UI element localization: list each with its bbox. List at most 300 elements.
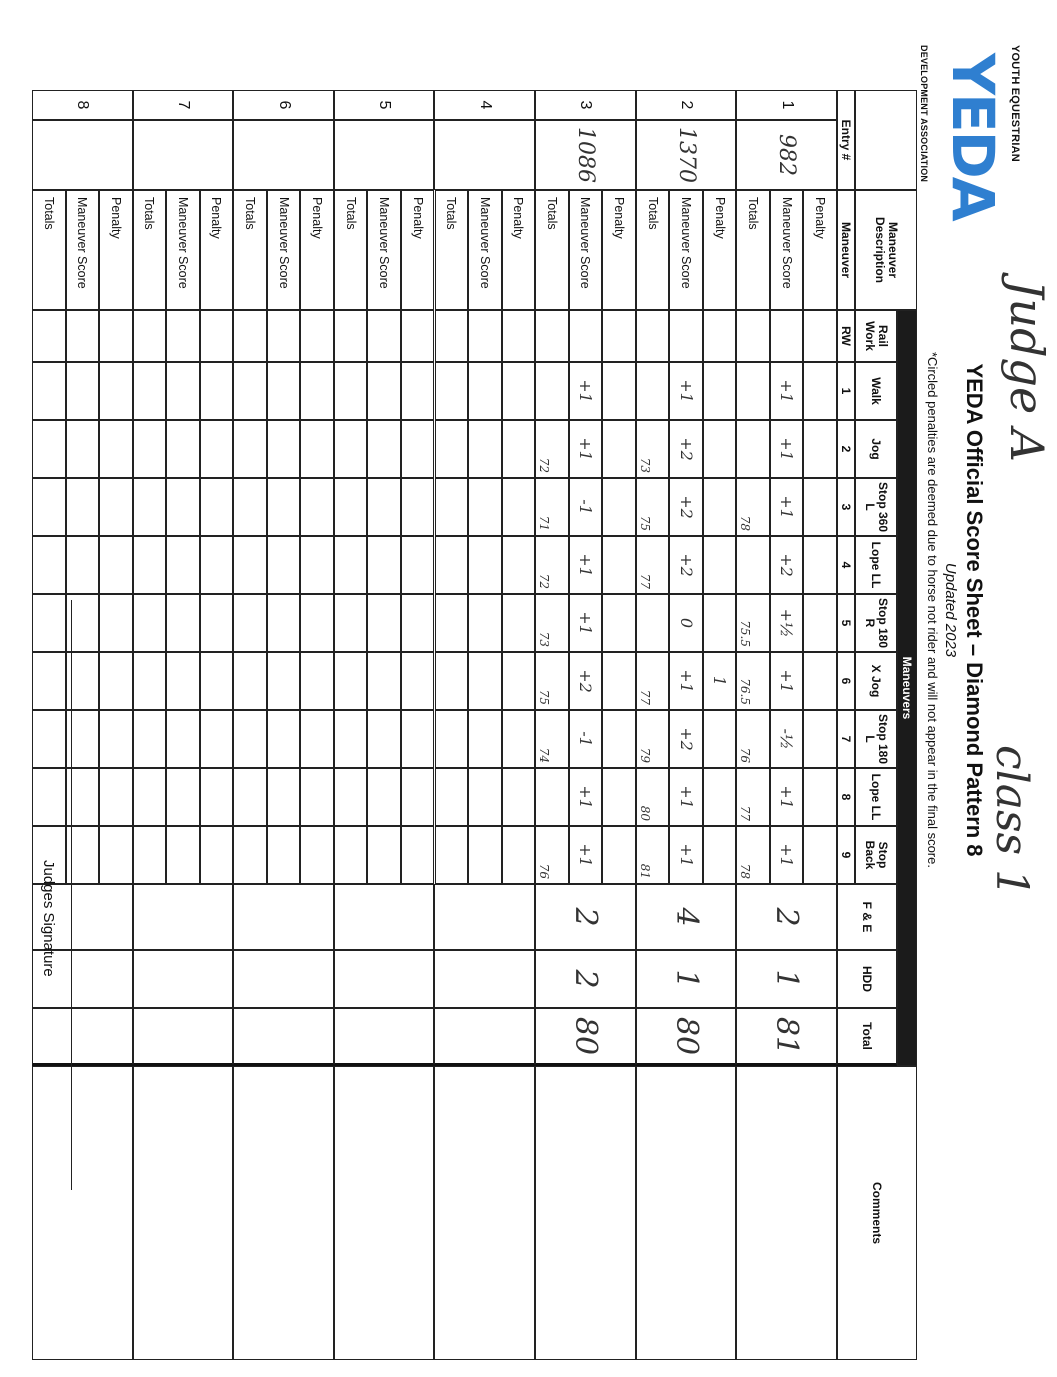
maneuver-score-cell — [66, 362, 100, 420]
maneuver-score-cell — [166, 420, 200, 478]
fe-score — [334, 884, 435, 950]
maneuver-score-cell — [267, 536, 301, 594]
row-label: Maneuver Score — [669, 190, 703, 310]
comments-header: Comments — [837, 1066, 917, 1360]
penalty-cell — [502, 768, 536, 826]
entry-number — [32, 120, 133, 190]
total-cell: 73 — [535, 594, 569, 652]
maneuver-score-cell — [66, 420, 100, 478]
rail-work-cell — [703, 310, 737, 362]
fe-score — [233, 884, 334, 950]
total-cell — [334, 478, 368, 536]
maneuver-score-cell — [367, 710, 401, 768]
penalty-cell — [99, 826, 133, 884]
penalty-cell — [300, 710, 334, 768]
total-cell — [233, 420, 267, 478]
penalty-cell — [401, 362, 435, 420]
penalty-cell — [703, 478, 737, 536]
penalty-cell — [99, 420, 133, 478]
entry-number — [435, 120, 536, 190]
penalty-cell — [502, 594, 536, 652]
maneuver-score-cell: +1 — [669, 768, 703, 826]
comments-cell — [233, 1066, 334, 1360]
final-total: 80 — [636, 1008, 737, 1066]
comments-cell — [736, 1066, 837, 1360]
penalty-cell — [602, 594, 636, 652]
penalty-cell — [803, 420, 837, 478]
penalty-cell — [703, 362, 737, 420]
hdd-header: HDD — [837, 950, 897, 1008]
maneuver-score-cell: +2 — [569, 652, 603, 710]
blank-header — [855, 90, 917, 190]
maneuver-header-4: Lope LL — [855, 536, 897, 594]
penalty-cell — [200, 768, 234, 826]
entry-number — [133, 120, 234, 190]
row-label: Penalty — [401, 190, 435, 310]
maneuver-score-cell: +2 — [669, 420, 703, 478]
penalty-cell — [502, 478, 536, 536]
total-cell: 75.5 — [736, 594, 770, 652]
rail-work-cell — [32, 310, 66, 362]
penalty-cell — [703, 826, 737, 884]
final-total: 80 — [535, 1008, 636, 1066]
penalty-cell — [401, 478, 435, 536]
row-label: Totals — [133, 190, 167, 310]
total-cell — [133, 594, 167, 652]
maneuver-header-5: Stop 180 R — [855, 594, 897, 652]
total-header: Total — [837, 1008, 897, 1066]
maneuver-score-cell — [468, 594, 502, 652]
maneuver-number-6: 6 — [837, 652, 855, 710]
maneuver-score-cell: +2 — [770, 536, 804, 594]
maneuver-number-5: 5 — [837, 594, 855, 652]
score-grid — [32, 90, 917, 1360]
maneuver-score-cell — [367, 478, 401, 536]
penalty-cell — [602, 362, 636, 420]
total-cell — [32, 362, 66, 420]
row-label: Maneuver Score — [569, 190, 603, 310]
maneuver-score-cell — [468, 420, 502, 478]
penalty-cell — [703, 594, 737, 652]
maneuver-header-7: Stop 180 L — [855, 710, 897, 768]
maneuver-score-cell: +1 — [669, 652, 703, 710]
maneuver-score-cell: 0 — [669, 594, 703, 652]
final-total — [435, 1008, 536, 1066]
entry-number: 1370 — [636, 120, 737, 190]
entry-number: 1086 — [535, 120, 636, 190]
rail-work-cell — [535, 310, 569, 362]
penalty-cell — [602, 420, 636, 478]
maneuver-score-cell: +1 — [569, 826, 603, 884]
maneuver-score-cell: +½ — [770, 594, 804, 652]
maneuver-score-cell — [166, 768, 200, 826]
total-cell — [32, 536, 66, 594]
penalty-cell — [99, 594, 133, 652]
total-cell — [435, 362, 469, 420]
entry-number: 982 — [736, 120, 837, 190]
penalty-cell — [200, 478, 234, 536]
maneuver-number-2: 2 — [837, 420, 855, 478]
rail-work-cell — [166, 310, 200, 362]
total-cell — [32, 768, 66, 826]
total-cell: 71 — [535, 478, 569, 536]
maneuver-score-cell — [267, 710, 301, 768]
row-label: Maneuver Score — [66, 190, 100, 310]
rider-number: 2 — [636, 90, 737, 120]
maneuver-score-cell — [367, 362, 401, 420]
row-label: Totals — [636, 190, 670, 310]
penalty-cell — [99, 362, 133, 420]
total-cell: 80 — [636, 768, 670, 826]
penalty-cell — [502, 536, 536, 594]
hdd-score — [133, 950, 234, 1008]
row-label: Totals — [535, 190, 569, 310]
total-cell — [133, 710, 167, 768]
penalty-cell — [803, 594, 837, 652]
hdd-score — [334, 950, 435, 1008]
total-cell: 73 — [636, 420, 670, 478]
total-cell — [535, 362, 569, 420]
row-label: Totals — [435, 190, 469, 310]
total-cell — [233, 594, 267, 652]
logo-wordmark: YEDA — [939, 53, 1007, 220]
rail-work-cell — [770, 310, 804, 362]
total-cell: 75 — [636, 478, 670, 536]
total-cell: 78 — [736, 478, 770, 536]
row-label: Penalty — [300, 190, 334, 310]
total-cell — [133, 536, 167, 594]
maneuver-score-cell: -1 — [569, 710, 603, 768]
penalty-cell — [99, 536, 133, 594]
total-cell: 72 — [535, 420, 569, 478]
maneuver-score-cell — [267, 478, 301, 536]
maneuver-header-9: Stop Back — [855, 826, 897, 884]
total-cell — [133, 362, 167, 420]
penalty-cell — [200, 362, 234, 420]
total-cell — [736, 420, 770, 478]
rail-work-cell — [435, 310, 469, 362]
total-cell — [233, 826, 267, 884]
maneuver-score-cell: +1 — [770, 652, 804, 710]
total-cell — [334, 710, 368, 768]
penalty-cell — [703, 536, 737, 594]
rw-header: RW — [837, 310, 855, 362]
row-label: Totals — [736, 190, 770, 310]
rail-work-cell — [401, 310, 435, 362]
description-header: Maneuver Description — [855, 190, 917, 310]
total-cell — [334, 536, 368, 594]
total-cell — [32, 710, 66, 768]
total-cell — [133, 420, 167, 478]
total-cell — [334, 594, 368, 652]
total-cell — [636, 594, 670, 652]
maneuver-score-cell: +2 — [669, 710, 703, 768]
rider-number: 6 — [233, 90, 334, 120]
total-cell: 81 — [636, 826, 670, 884]
row-label: Penalty — [200, 190, 234, 310]
penalty-cell: 1 — [703, 652, 737, 710]
penalty-cell — [803, 652, 837, 710]
total-cell: 77 — [636, 652, 670, 710]
total-cell — [133, 478, 167, 536]
penalty-cell — [300, 768, 334, 826]
rail-work-cell — [803, 310, 837, 362]
penalty-cell — [502, 826, 536, 884]
row-label: Maneuver Score — [468, 190, 502, 310]
maneuver-score-cell: +1 — [569, 768, 603, 826]
rail-work-cell — [569, 310, 603, 362]
maneuver-score-cell: +1 — [770, 362, 804, 420]
total-cell: 76 — [736, 710, 770, 768]
rail-work-cell — [334, 310, 368, 362]
total-cell — [435, 652, 469, 710]
fe-score: 2 — [535, 884, 636, 950]
rider-number: 8 — [32, 90, 133, 120]
rail-work-cell — [66, 310, 100, 362]
penalty-cell — [300, 362, 334, 420]
row-label: Maneuver Score — [367, 190, 401, 310]
penalty-cell — [300, 652, 334, 710]
rail-work-cell — [300, 310, 334, 362]
maneuver-score-cell — [166, 362, 200, 420]
final-total — [233, 1008, 334, 1066]
total-cell — [334, 362, 368, 420]
maneuver-number-7: 7 — [837, 710, 855, 768]
maneuver-score-cell — [66, 536, 100, 594]
total-cell — [736, 536, 770, 594]
penalty-cell — [803, 826, 837, 884]
comments-cell — [334, 1066, 435, 1360]
penalty-cell — [602, 768, 636, 826]
hdd-score — [435, 950, 536, 1008]
row-label: Penalty — [703, 190, 737, 310]
penalty-cell — [803, 768, 837, 826]
page-subtitle: Updated 2023 — [942, 562, 959, 658]
total-cell — [435, 478, 469, 536]
total-cell — [435, 826, 469, 884]
penalty-cell — [300, 594, 334, 652]
penalty-cell — [99, 710, 133, 768]
comments-cell — [133, 1066, 234, 1360]
maneuver-score-cell — [367, 652, 401, 710]
entry-number — [334, 120, 435, 190]
page-title: YEDA Official Score Sheet – Diamond Pattern 8 — [962, 363, 987, 857]
total-cell: 78 — [736, 826, 770, 884]
penalty-cell — [99, 652, 133, 710]
maneuver-score-cell — [367, 594, 401, 652]
rail-work-cell — [736, 310, 770, 362]
rail-work-cell — [200, 310, 234, 362]
maneuver-score-cell — [468, 478, 502, 536]
maneuver-score-cell — [367, 768, 401, 826]
entry-number — [233, 120, 334, 190]
total-cell — [535, 768, 569, 826]
penalty-cell — [300, 420, 334, 478]
total-cell — [133, 826, 167, 884]
maneuver-header-1: Walk — [855, 362, 897, 420]
maneuver-score-cell: +1 — [569, 536, 603, 594]
maneuver-score-cell: -½ — [770, 710, 804, 768]
handwritten-judge-note: Judge A — [1000, 280, 1054, 463]
maneuver-score-cell: +2 — [669, 478, 703, 536]
hdd-score: 1 — [636, 950, 737, 1008]
maneuver-score-cell — [468, 826, 502, 884]
maneuver-score-cell: +1 — [569, 594, 603, 652]
penalty-cell — [602, 536, 636, 594]
row-label: Maneuver Score — [267, 190, 301, 310]
total-cell — [435, 594, 469, 652]
total-cell: 72 — [535, 536, 569, 594]
total-cell — [435, 710, 469, 768]
total-cell: 77 — [636, 536, 670, 594]
total-cell: 79 — [636, 710, 670, 768]
rider-number: 5 — [334, 90, 435, 120]
penalty-cell — [602, 826, 636, 884]
rail-work-cell — [669, 310, 703, 362]
maneuver-score-cell — [267, 594, 301, 652]
maneuver-number-3: 3 — [837, 478, 855, 536]
maneuver-header-6: X Jog — [855, 652, 897, 710]
maneuver-score-cell: +1 — [770, 420, 804, 478]
maneuver-score-cell: +1 — [669, 826, 703, 884]
total-cell: 76 — [535, 826, 569, 884]
maneuver-header-8: Lope LL — [855, 768, 897, 826]
total-cell — [736, 362, 770, 420]
final-total: 81 — [736, 1008, 837, 1066]
total-cell — [32, 594, 66, 652]
rider-number: 1 — [736, 90, 837, 120]
maneuver-score-cell: +2 — [669, 536, 703, 594]
total-cell: 74 — [535, 710, 569, 768]
maneuver-score-cell — [166, 478, 200, 536]
penalty-cell — [200, 594, 234, 652]
maneuver-score-cell: +1 — [770, 478, 804, 536]
maneuver-label-header: Maneuver — [837, 190, 855, 310]
penalty-cell — [502, 420, 536, 478]
penalty-cell — [401, 594, 435, 652]
total-cell — [32, 478, 66, 536]
maneuver-score-cell — [367, 826, 401, 884]
maneuver-score-cell: +1 — [770, 768, 804, 826]
total-cell — [32, 420, 66, 478]
rail-work-cell — [99, 310, 133, 362]
penalty-cell — [703, 768, 737, 826]
maneuver-score-cell — [66, 478, 100, 536]
penalty-cell — [401, 826, 435, 884]
penalty-cell — [200, 710, 234, 768]
maneuver-header-2: Jog — [855, 420, 897, 478]
maneuver-score-cell: -1 — [569, 478, 603, 536]
signature-label: Judges Signature — [40, 860, 57, 977]
penalty-cell — [200, 652, 234, 710]
penalty-cell — [803, 478, 837, 536]
penalty-cell — [401, 420, 435, 478]
total-cell: 76.5 — [736, 652, 770, 710]
hdd-score — [233, 950, 334, 1008]
total-cell — [435, 536, 469, 594]
maneuver-score-cell: +1 — [569, 420, 603, 478]
total-cell — [636, 362, 670, 420]
final-total — [133, 1008, 234, 1066]
maneuver-score-cell — [267, 362, 301, 420]
total-cell — [435, 768, 469, 826]
penalty-cell — [401, 652, 435, 710]
penalty-cell — [300, 478, 334, 536]
maneuver-score-cell — [267, 768, 301, 826]
penalty-cell — [502, 652, 536, 710]
penalty-cell — [602, 478, 636, 536]
total-cell — [233, 652, 267, 710]
rider-number: 4 — [435, 90, 536, 120]
total-cell — [334, 652, 368, 710]
fe-score — [435, 884, 536, 950]
maneuver-score-cell — [267, 420, 301, 478]
penalty-cell — [401, 768, 435, 826]
total-cell — [233, 768, 267, 826]
comments-cell — [535, 1066, 636, 1360]
maneuver-score-cell — [166, 710, 200, 768]
maneuvers-header: Maneuvers — [897, 310, 917, 1066]
total-cell — [233, 478, 267, 536]
penalty-cell — [99, 478, 133, 536]
penalty-cell — [99, 768, 133, 826]
maneuver-score-cell — [468, 652, 502, 710]
row-label: Penalty — [602, 190, 636, 310]
maneuver-score-cell — [468, 362, 502, 420]
maneuver-score-cell — [267, 652, 301, 710]
maneuver-score-cell — [166, 536, 200, 594]
penalty-cell — [200, 826, 234, 884]
final-total — [334, 1008, 435, 1066]
rail-work-cell — [367, 310, 401, 362]
row-label: Penalty — [803, 190, 837, 310]
maneuver-score-cell — [166, 826, 200, 884]
hdd-score: 1 — [736, 950, 837, 1008]
penalty-cell — [502, 710, 536, 768]
maneuver-score-cell — [166, 594, 200, 652]
total-cell: 75 — [535, 652, 569, 710]
rail-work-cell — [602, 310, 636, 362]
penalty-cell — [401, 536, 435, 594]
row-label: Maneuver Score — [770, 190, 804, 310]
penalty-cell — [602, 652, 636, 710]
fe-score — [133, 884, 234, 950]
penalty-cell — [200, 536, 234, 594]
logo-top-text: YOUTH EQUESTRIAN — [1009, 45, 1021, 162]
rail-work-cell — [267, 310, 301, 362]
total-cell — [133, 768, 167, 826]
final-total — [32, 1008, 133, 1066]
penalty-cell — [200, 420, 234, 478]
fe-header: F & E — [837, 884, 897, 950]
fe-score: 2 — [736, 884, 837, 950]
comments-cell — [32, 1066, 133, 1360]
total-cell — [334, 768, 368, 826]
maneuver-number-9: 9 — [837, 826, 855, 884]
rider-number: 7 — [133, 90, 234, 120]
total-cell — [133, 652, 167, 710]
maneuver-score-cell: +1 — [770, 826, 804, 884]
maneuver-score-cell — [367, 536, 401, 594]
maneuver-score-cell — [468, 536, 502, 594]
penalty-cell — [703, 710, 737, 768]
penalty-cell — [703, 420, 737, 478]
row-label: Penalty — [99, 190, 133, 310]
comments-cell — [435, 1066, 536, 1360]
maneuver-score-cell — [367, 420, 401, 478]
penalty-note: *Circled penalties are deemed due to horse not rider and will not appear in the final score. — [925, 352, 940, 868]
penalty-cell — [803, 536, 837, 594]
